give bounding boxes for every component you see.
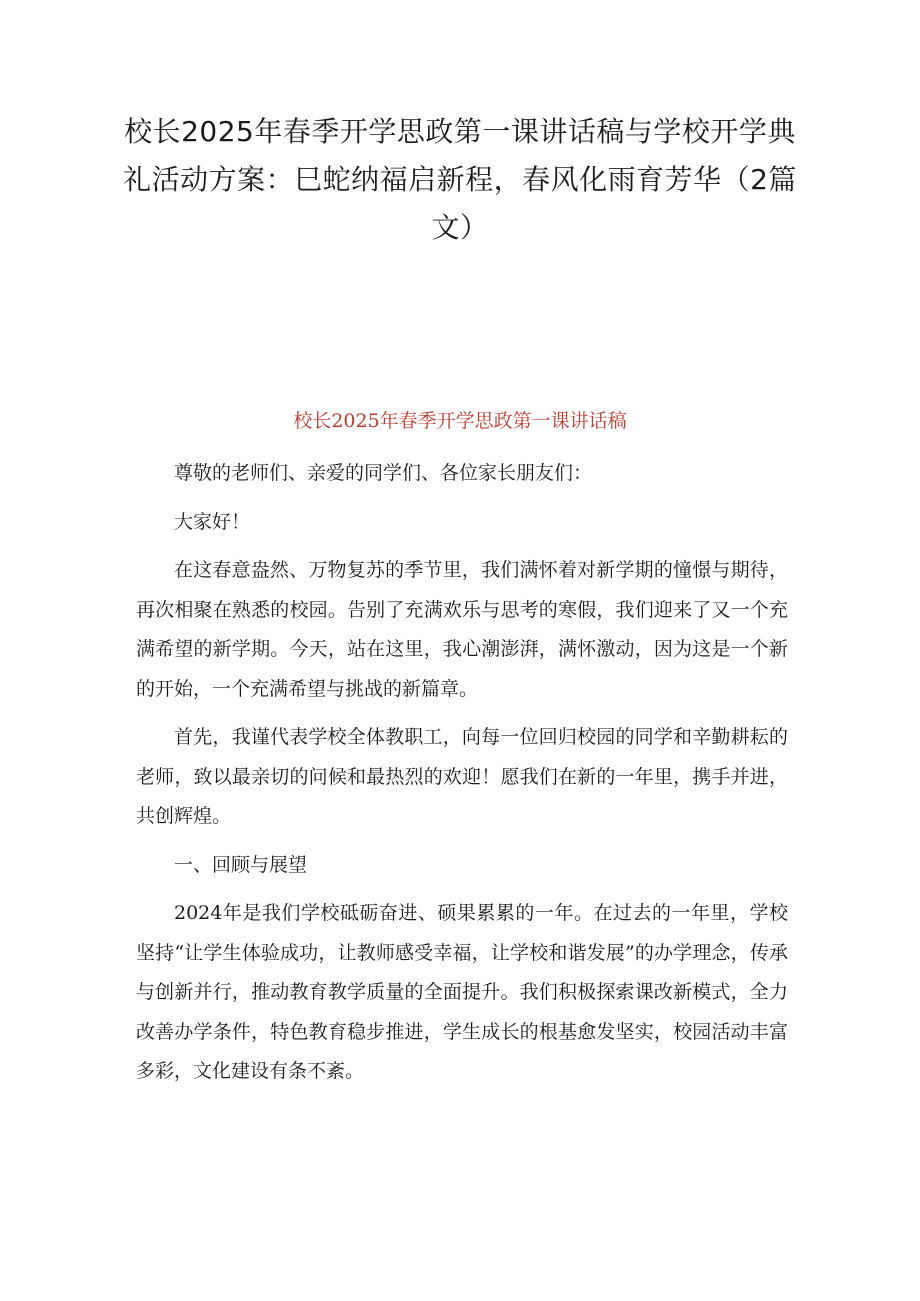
- salutation-paragraph: 尊敬的老师们、亲爱的同学们、各位家长朋友们：: [174, 462, 593, 484]
- greeting-paragraph: 大家好！: [174, 510, 251, 533]
- body-text: [136, 454, 788, 1101]
- document-title: 校长2025年春季开学思政第一课讲话稿与学校开学典礼活动方案：巳蛇纳福启新程，春风化雨育芳华（2篇文）: [123, 115, 797, 244]
- body-paragraph: 首先，我谨代表学校全体教职工，向每一位回归校园的同学和辛勤耕耘的老师，致以最亲切的问候和最热烈的欢迎！愿我们在新的一年里，携手并进，共创辉煌。: [136, 726, 788, 827]
- subsection-heading: 一、回顾与展望: [174, 853, 308, 876]
- section-title: 校长2025年春季开学思政第一课讲话稿: [293, 410, 627, 432]
- body-paragraph: 2024年是我们学校砥砺奋进、硕果累累的一年。在过去的一年里，学校坚持“让学生体验成功，让教师感受幸福，让学校和谐发展”的办学理念，传承与创新并行，推动教育教学质量的全面提升。我们积极探索课改新模式，全力改善办学条件，特色教育稳步推进，学生成长的根基愈发坚实，校园活动丰富多彩，文化建设有条不紊。: [136, 902, 788, 1082]
- body-paragraph: 在这春意盎然、万物复苏的季节里，我们满怀着对新学期的憧憬与期待，再次相聚在熟悉的校园。告别了充满欢乐与思考的寒假，我们迎来了又一个充满希望的新学期。今天，站在这里，我心潮澎湃，满怀激动，因为这是一个新的开始，一个充满希望与挑战的新篇章。: [136, 559, 788, 700]
